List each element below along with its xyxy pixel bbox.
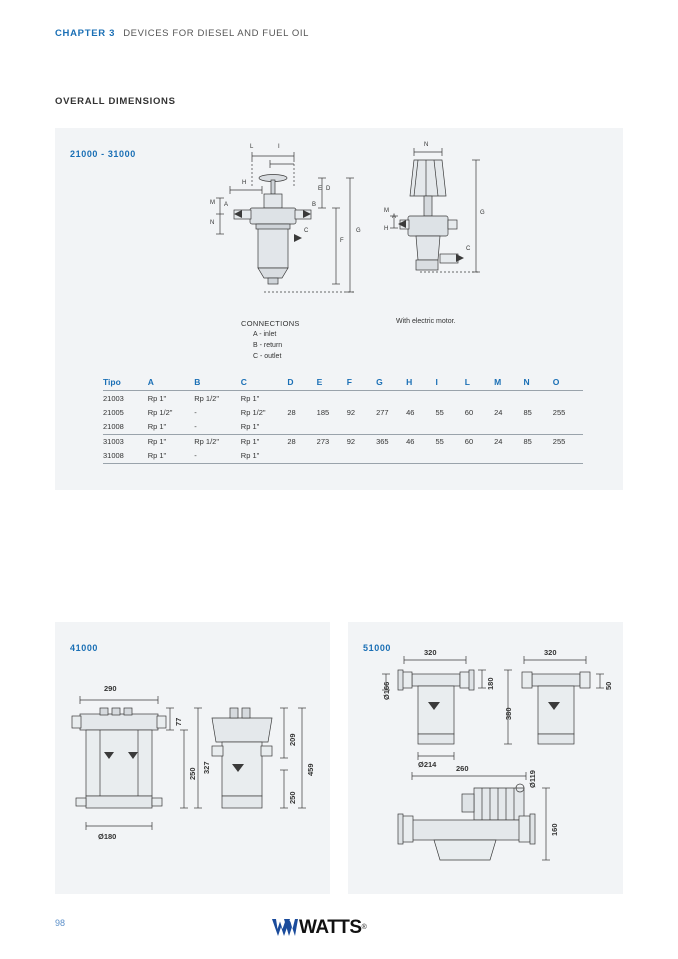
cell-e: 185 xyxy=(316,407,330,417)
cell-i xyxy=(435,449,464,464)
th-c: C xyxy=(241,375,288,391)
cell-d: 28 xyxy=(287,407,296,417)
drawing-51000 xyxy=(356,648,618,888)
dim-diam-180: Ø180 xyxy=(98,832,117,841)
cell-n xyxy=(523,449,552,464)
dim-327: 327 xyxy=(202,761,211,774)
cell-e: 273 xyxy=(316,437,330,447)
cell-tipo: 31008 xyxy=(103,449,148,464)
dim-250-left: 250 xyxy=(188,767,197,780)
watts-logo xyxy=(272,918,367,937)
electric-motor-caption: With electric motor. xyxy=(396,318,456,325)
cell-i: 55 xyxy=(435,437,444,447)
dim-diam-214: Ø214 xyxy=(418,760,437,769)
th-m: M xyxy=(494,375,523,391)
cell-l xyxy=(465,391,494,406)
dim-50: 50 xyxy=(604,681,613,690)
drawing-41000 xyxy=(62,686,322,856)
table-row xyxy=(103,405,583,419)
dim-380: 380 xyxy=(504,707,513,720)
table-header-row xyxy=(103,375,583,391)
cell-n xyxy=(523,419,552,434)
cell-d xyxy=(287,391,316,406)
table-row xyxy=(103,419,583,434)
dim-250-right: 250 xyxy=(288,791,297,804)
connection-b: B - return xyxy=(253,342,283,349)
cell-h xyxy=(406,419,435,434)
cell-d xyxy=(287,449,316,464)
cell-b: - xyxy=(194,419,241,434)
table-row xyxy=(103,391,583,406)
th-l: L xyxy=(465,375,494,391)
th-o: O xyxy=(553,375,583,391)
th-h: H xyxy=(406,375,435,391)
cell-f xyxy=(347,419,376,434)
cell-i: 55 xyxy=(435,407,444,417)
connections-caption xyxy=(241,318,300,362)
cell-d xyxy=(287,419,316,434)
cell-a: Rp 1" xyxy=(148,419,195,434)
cell-m xyxy=(494,391,523,406)
cell-e xyxy=(317,449,347,464)
cell-c: Rp 1" xyxy=(240,437,260,447)
cell-i xyxy=(435,391,464,406)
table-row xyxy=(103,434,583,449)
cell-tipo: 21003 xyxy=(103,393,124,403)
cell-g: 277 xyxy=(376,407,389,417)
cell-g: 365 xyxy=(376,437,389,447)
th-g: G xyxy=(376,375,406,391)
th-f: F xyxy=(347,375,376,391)
section-title: OVERALL DIMENSIONS xyxy=(55,96,176,107)
dim-diam-119: Ø119 xyxy=(528,770,537,788)
dim-209: 209 xyxy=(288,733,297,746)
page-header xyxy=(55,28,309,39)
cell-h xyxy=(406,391,435,406)
cell-o: 255 xyxy=(552,437,566,447)
cell-o xyxy=(553,391,583,406)
dim-180: 180 xyxy=(486,677,495,690)
drawing-21000-electric-motor: N M H G A C xyxy=(380,142,510,302)
cell-b: - xyxy=(194,449,241,464)
cell-f xyxy=(347,449,376,464)
cell-n xyxy=(523,391,552,406)
th-e: E xyxy=(317,375,347,391)
panel-code-41000: 41000 xyxy=(70,643,99,653)
cell-l xyxy=(465,449,494,464)
cell-n: 85 xyxy=(523,437,532,447)
cell-a: Rp 1" xyxy=(147,393,167,403)
th-tipo: Tipo xyxy=(103,375,148,391)
cell-m xyxy=(494,449,523,464)
cell-f: 92 xyxy=(346,407,356,417)
watts-logo-mark xyxy=(272,918,298,937)
cell-tipo: 31003 xyxy=(103,437,124,447)
th-i: I xyxy=(435,375,464,391)
th-n: N xyxy=(523,375,552,391)
th-b: B xyxy=(194,375,241,391)
cell-n: 85 xyxy=(523,407,532,417)
cell-m: 24 xyxy=(494,437,503,447)
cell-b: Rp 1/2" xyxy=(194,393,219,403)
panel-code-51000: 51000 xyxy=(363,643,392,653)
cell-m: 24 xyxy=(494,407,503,417)
cell-o xyxy=(553,449,583,464)
drawing-21000-assembly: L I H M N A B C E D F G xyxy=(190,142,380,322)
cell-g xyxy=(376,391,406,406)
cell-b: - xyxy=(194,407,197,417)
dim-320-left: 320 xyxy=(424,648,437,657)
cell-c: Rp 1" xyxy=(240,393,260,403)
cell-o: 255 xyxy=(552,407,566,417)
chapter-title: DEVICES FOR DIESEL AND FUEL OIL xyxy=(123,28,309,39)
cell-b: Rp 1/2" xyxy=(194,437,219,447)
connection-a: A - inlet xyxy=(253,331,277,338)
cell-o xyxy=(553,419,583,434)
cell-tipo: 21008 xyxy=(103,419,148,434)
panel-code-21000-31000: 21000 - 31000 xyxy=(70,149,136,159)
cell-i xyxy=(435,419,464,434)
dim-diam-166: Ø166 xyxy=(382,681,391,700)
dim-160: 160 xyxy=(550,823,559,836)
watts-logo-word: WATTS xyxy=(299,917,362,938)
dim-77: 77 xyxy=(174,717,183,726)
dimensions-table xyxy=(103,375,583,464)
page-number: 98 xyxy=(55,918,66,928)
cell-e xyxy=(317,419,347,434)
cell-e xyxy=(317,391,347,406)
watts-logo-registered: ® xyxy=(361,924,367,931)
cell-a: Rp 1" xyxy=(147,437,167,447)
connection-c: C - outlet xyxy=(253,353,282,360)
cell-a: Rp 1/2" xyxy=(147,407,173,417)
cell-l: 60 xyxy=(464,407,474,417)
cell-f: 92 xyxy=(346,437,356,447)
th-a: A xyxy=(148,375,195,391)
cell-g xyxy=(376,449,406,464)
cell-h xyxy=(406,449,435,464)
th-d: D xyxy=(287,375,316,391)
cell-d: 28 xyxy=(287,437,296,447)
cell-h: 46 xyxy=(406,407,415,417)
dim-260: 260 xyxy=(456,764,469,773)
cell-a: Rp 1" xyxy=(148,449,195,464)
cell-f xyxy=(347,391,376,406)
cell-l xyxy=(465,419,494,434)
dim-459: 459 xyxy=(306,763,315,776)
cell-m xyxy=(494,419,523,434)
cell-l: 60 xyxy=(464,437,474,447)
cell-c: Rp 1/2" xyxy=(240,407,266,417)
chapter-number: CHAPTER 3 xyxy=(55,28,116,39)
cell-c: Rp 1" xyxy=(241,419,288,434)
dim-290: 290 xyxy=(104,684,117,693)
dim-320-right: 320 xyxy=(544,648,557,657)
cell-h: 46 xyxy=(406,437,415,447)
table-row xyxy=(103,449,583,464)
cell-g xyxy=(376,419,406,434)
cell-c: Rp 1" xyxy=(241,449,288,464)
cell-tipo: 21005 xyxy=(103,407,124,417)
connections-title: CONNECTIONS xyxy=(241,319,300,328)
